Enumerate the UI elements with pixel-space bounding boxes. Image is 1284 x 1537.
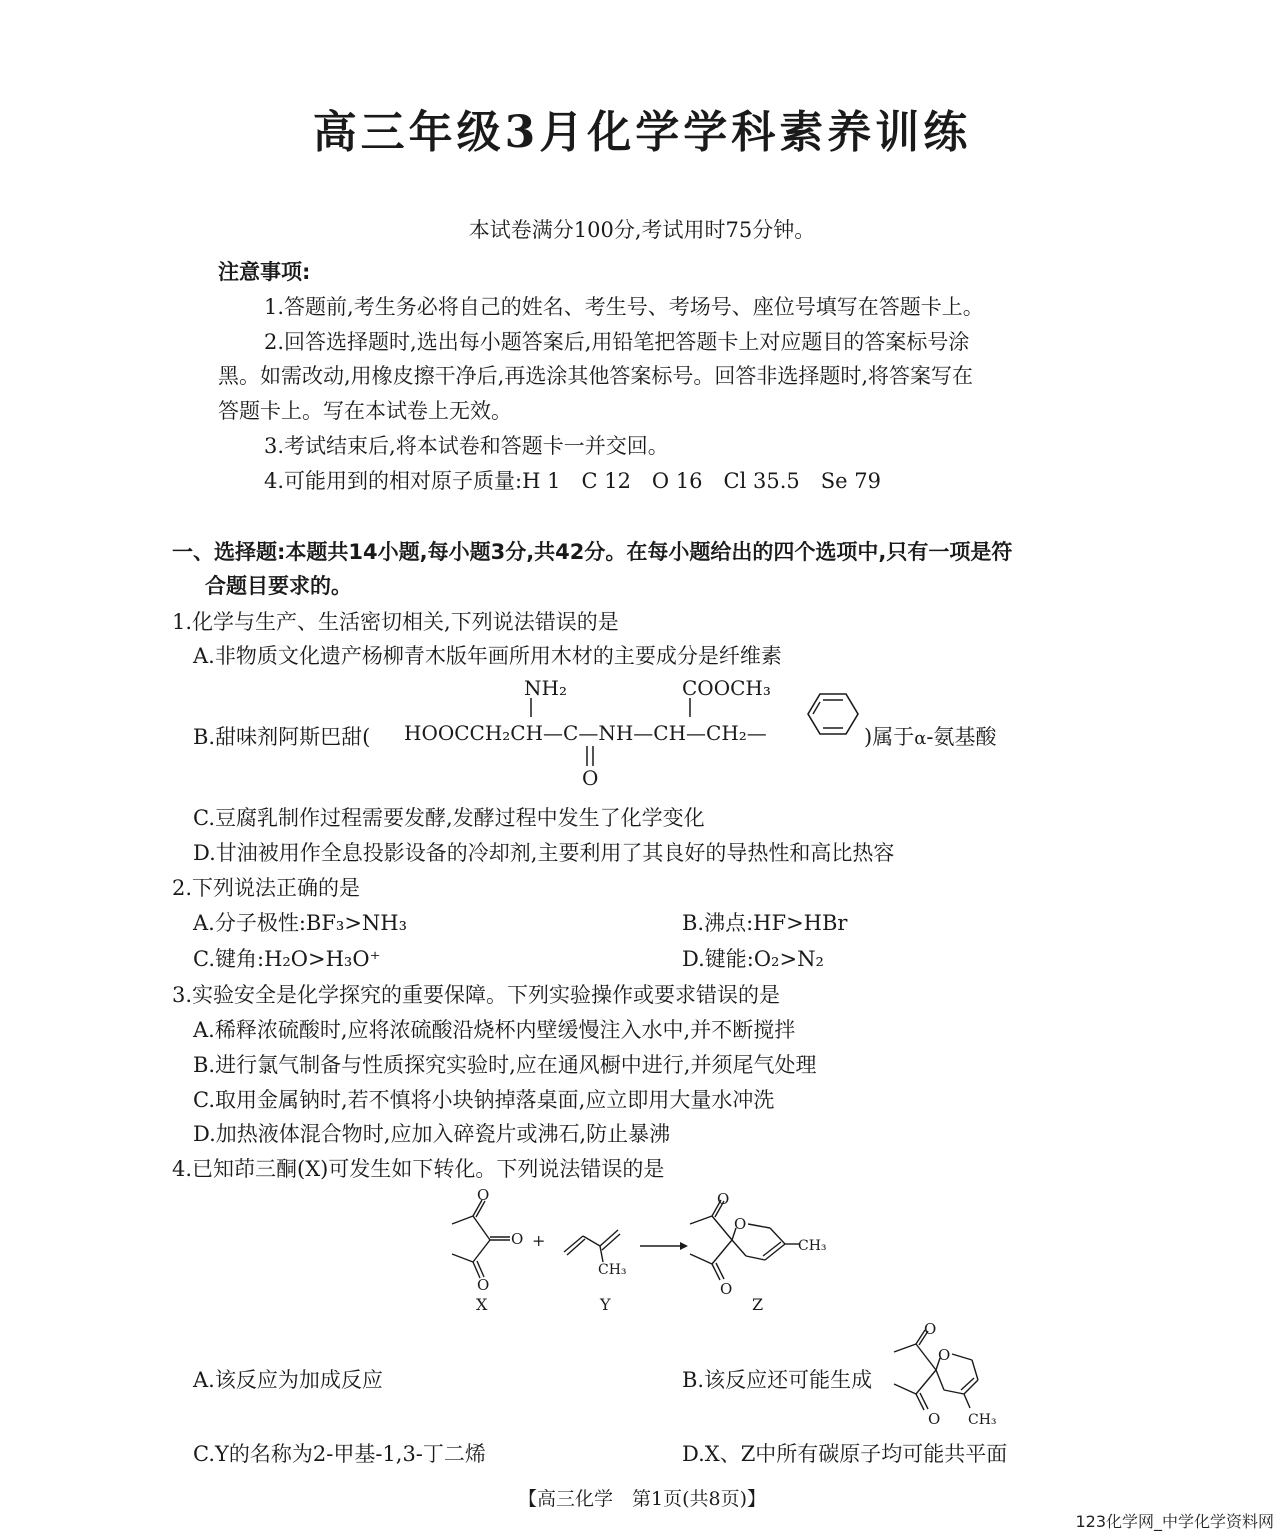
- notice-heading: 注意事项:: [218, 260, 311, 284]
- z-carbonyl-o-top: O: [717, 1190, 730, 1208]
- option-d: D.X、Z中所有碳原子均可能共平面: [682, 1442, 1008, 1466]
- alt-carbonyl-o-top: O: [924, 1320, 937, 1338]
- question-stem: 4.已知茚三酮(X)可发生如下转化。下列说法错误的是: [172, 1157, 665, 1181]
- watermark-text: 123化学网_中学化学资料网: [1075, 1512, 1274, 1531]
- option-d: D.键能:O₂>N₂: [682, 947, 824, 971]
- notice-item: 黑。如需改动,用橡皮擦干净后,再选涂其他答案标号。回答非选择题时,将答案写在: [218, 364, 974, 388]
- notice-item: 3.考试结束后,将本试卷和答题卡一并交回。: [264, 434, 669, 458]
- label-x: X: [476, 1295, 488, 1314]
- cooch3-label: COOCH₃: [682, 676, 771, 700]
- notice-item: 2.回答选择题时,选出每小题答案后,用铅笔把答题卡上对应题目的答案标号涂: [264, 330, 970, 354]
- alternative-product-structure: [888, 1318, 1018, 1430]
- option-d: D.加热液体混合物时,应加入碎瓷片或沸石,防止暴沸: [193, 1122, 671, 1146]
- notice-item: 1.答题前,考生务必将自己的姓名、考生号、考场号、座位号填写在答题卡上。: [264, 295, 984, 319]
- option-c: C.豆腐乳制作过程需要发酵,发酵过程中发生了化学变化: [193, 806, 705, 830]
- carbonyl-o-label: O: [582, 766, 599, 790]
- aspartame-structure: [400, 670, 880, 790]
- option-a: A.分子极性:BF₃>NH₃: [193, 911, 408, 935]
- question-stem: 2.下列说法正确的是: [172, 876, 361, 900]
- option-c: C.Y的名称为2-甲基-1,3-丁二烯: [193, 1442, 486, 1466]
- page-footer: 【高三化学 第1页(共8页)】: [517, 1488, 766, 1510]
- x-carbonyl-o-mid: O: [511, 1230, 524, 1248]
- option-a: A.该反应为加成反应: [193, 1368, 383, 1392]
- notice-item: 4.可能用到的相对原子质量:H 1 C 12 O 16 Cl 35.5 Se 79: [264, 469, 881, 493]
- z-ch3: CH₃: [798, 1238, 827, 1254]
- alt-ch3: CH₃: [968, 1412, 997, 1428]
- page-title: 高三年级3月化学学科素养训练: [312, 107, 972, 158]
- y-ch3: CH₃: [598, 1262, 627, 1278]
- x-carbonyl-o-top: O: [477, 1186, 490, 1204]
- label-y: Y: [600, 1295, 611, 1314]
- option-b: B.该反应还可能生成: [682, 1368, 873, 1392]
- option-a: A.稀释浓硫酸时,应将浓硫酸沿烧杯内壁缓慢注入水中,并不断搅拌: [193, 1018, 796, 1042]
- x-carbonyl-o-bottom: O: [477, 1276, 490, 1294]
- aspartame-chain: HOOCCH₂CH—C—NH—CH—CH₂—: [404, 721, 767, 745]
- option-d: D.甘油被用作全息投影设备的冷却剂,主要利用了其良好的导热性和高比热容: [193, 841, 895, 865]
- option-b-suffix-end: -氨基酸: [926, 725, 997, 749]
- z-carbonyl-o-bottom: O: [720, 1280, 733, 1298]
- reaction-scheme: [440, 1182, 840, 1322]
- option-b-prefix: B.甜味剂阿斯巴甜(: [193, 725, 371, 749]
- notice-item: 答题卡上。写在本试卷上无效。: [218, 399, 512, 423]
- option-c: C.键角:H₂O>H₃O⁺: [193, 947, 381, 971]
- alpha-symbol: α: [914, 728, 927, 749]
- option-b: B.沸点:HF>HBr: [682, 911, 848, 935]
- section-heading: 一、选择题:本题共14小题,每小题3分,共42分。在每小题给出的四个选项中,只有一项是符: [172, 540, 1013, 564]
- option-b-suffix-text: )属于: [864, 725, 915, 749]
- alt-carbonyl-o-bottom: O: [928, 1410, 941, 1428]
- option-b: B.进行氯气制备与性质探究实验时,应在通风橱中进行,并须尾气处理: [193, 1053, 817, 1077]
- option-c: C.取用金属钠时,若不慎将小块钠掉落桌面,应立即用大量水冲洗: [193, 1088, 775, 1112]
- plus-sign: +: [532, 1231, 546, 1250]
- exam-info: 本试卷满分100分,考试用时75分钟。: [468, 218, 816, 242]
- alt-ring-o: O: [938, 1346, 951, 1364]
- option-a: A.非物质文化遗产杨柳青木版年画所用木材的主要成分是纤维素: [193, 644, 782, 668]
- nh2-label: NH₂: [524, 676, 567, 700]
- question-stem: 3.实验安全是化学探究的重要保障。下列实验操作或要求错误的是: [172, 983, 781, 1007]
- section-heading-cont: 合题目要求的。: [205, 574, 352, 598]
- question-stem: 1.化学与生产、生活密切相关,下列说法错误的是: [172, 610, 619, 634]
- z-ring-o: O: [734, 1215, 747, 1233]
- label-z: Z: [752, 1295, 764, 1314]
- option-b-suffix: [864, 721, 996, 751]
